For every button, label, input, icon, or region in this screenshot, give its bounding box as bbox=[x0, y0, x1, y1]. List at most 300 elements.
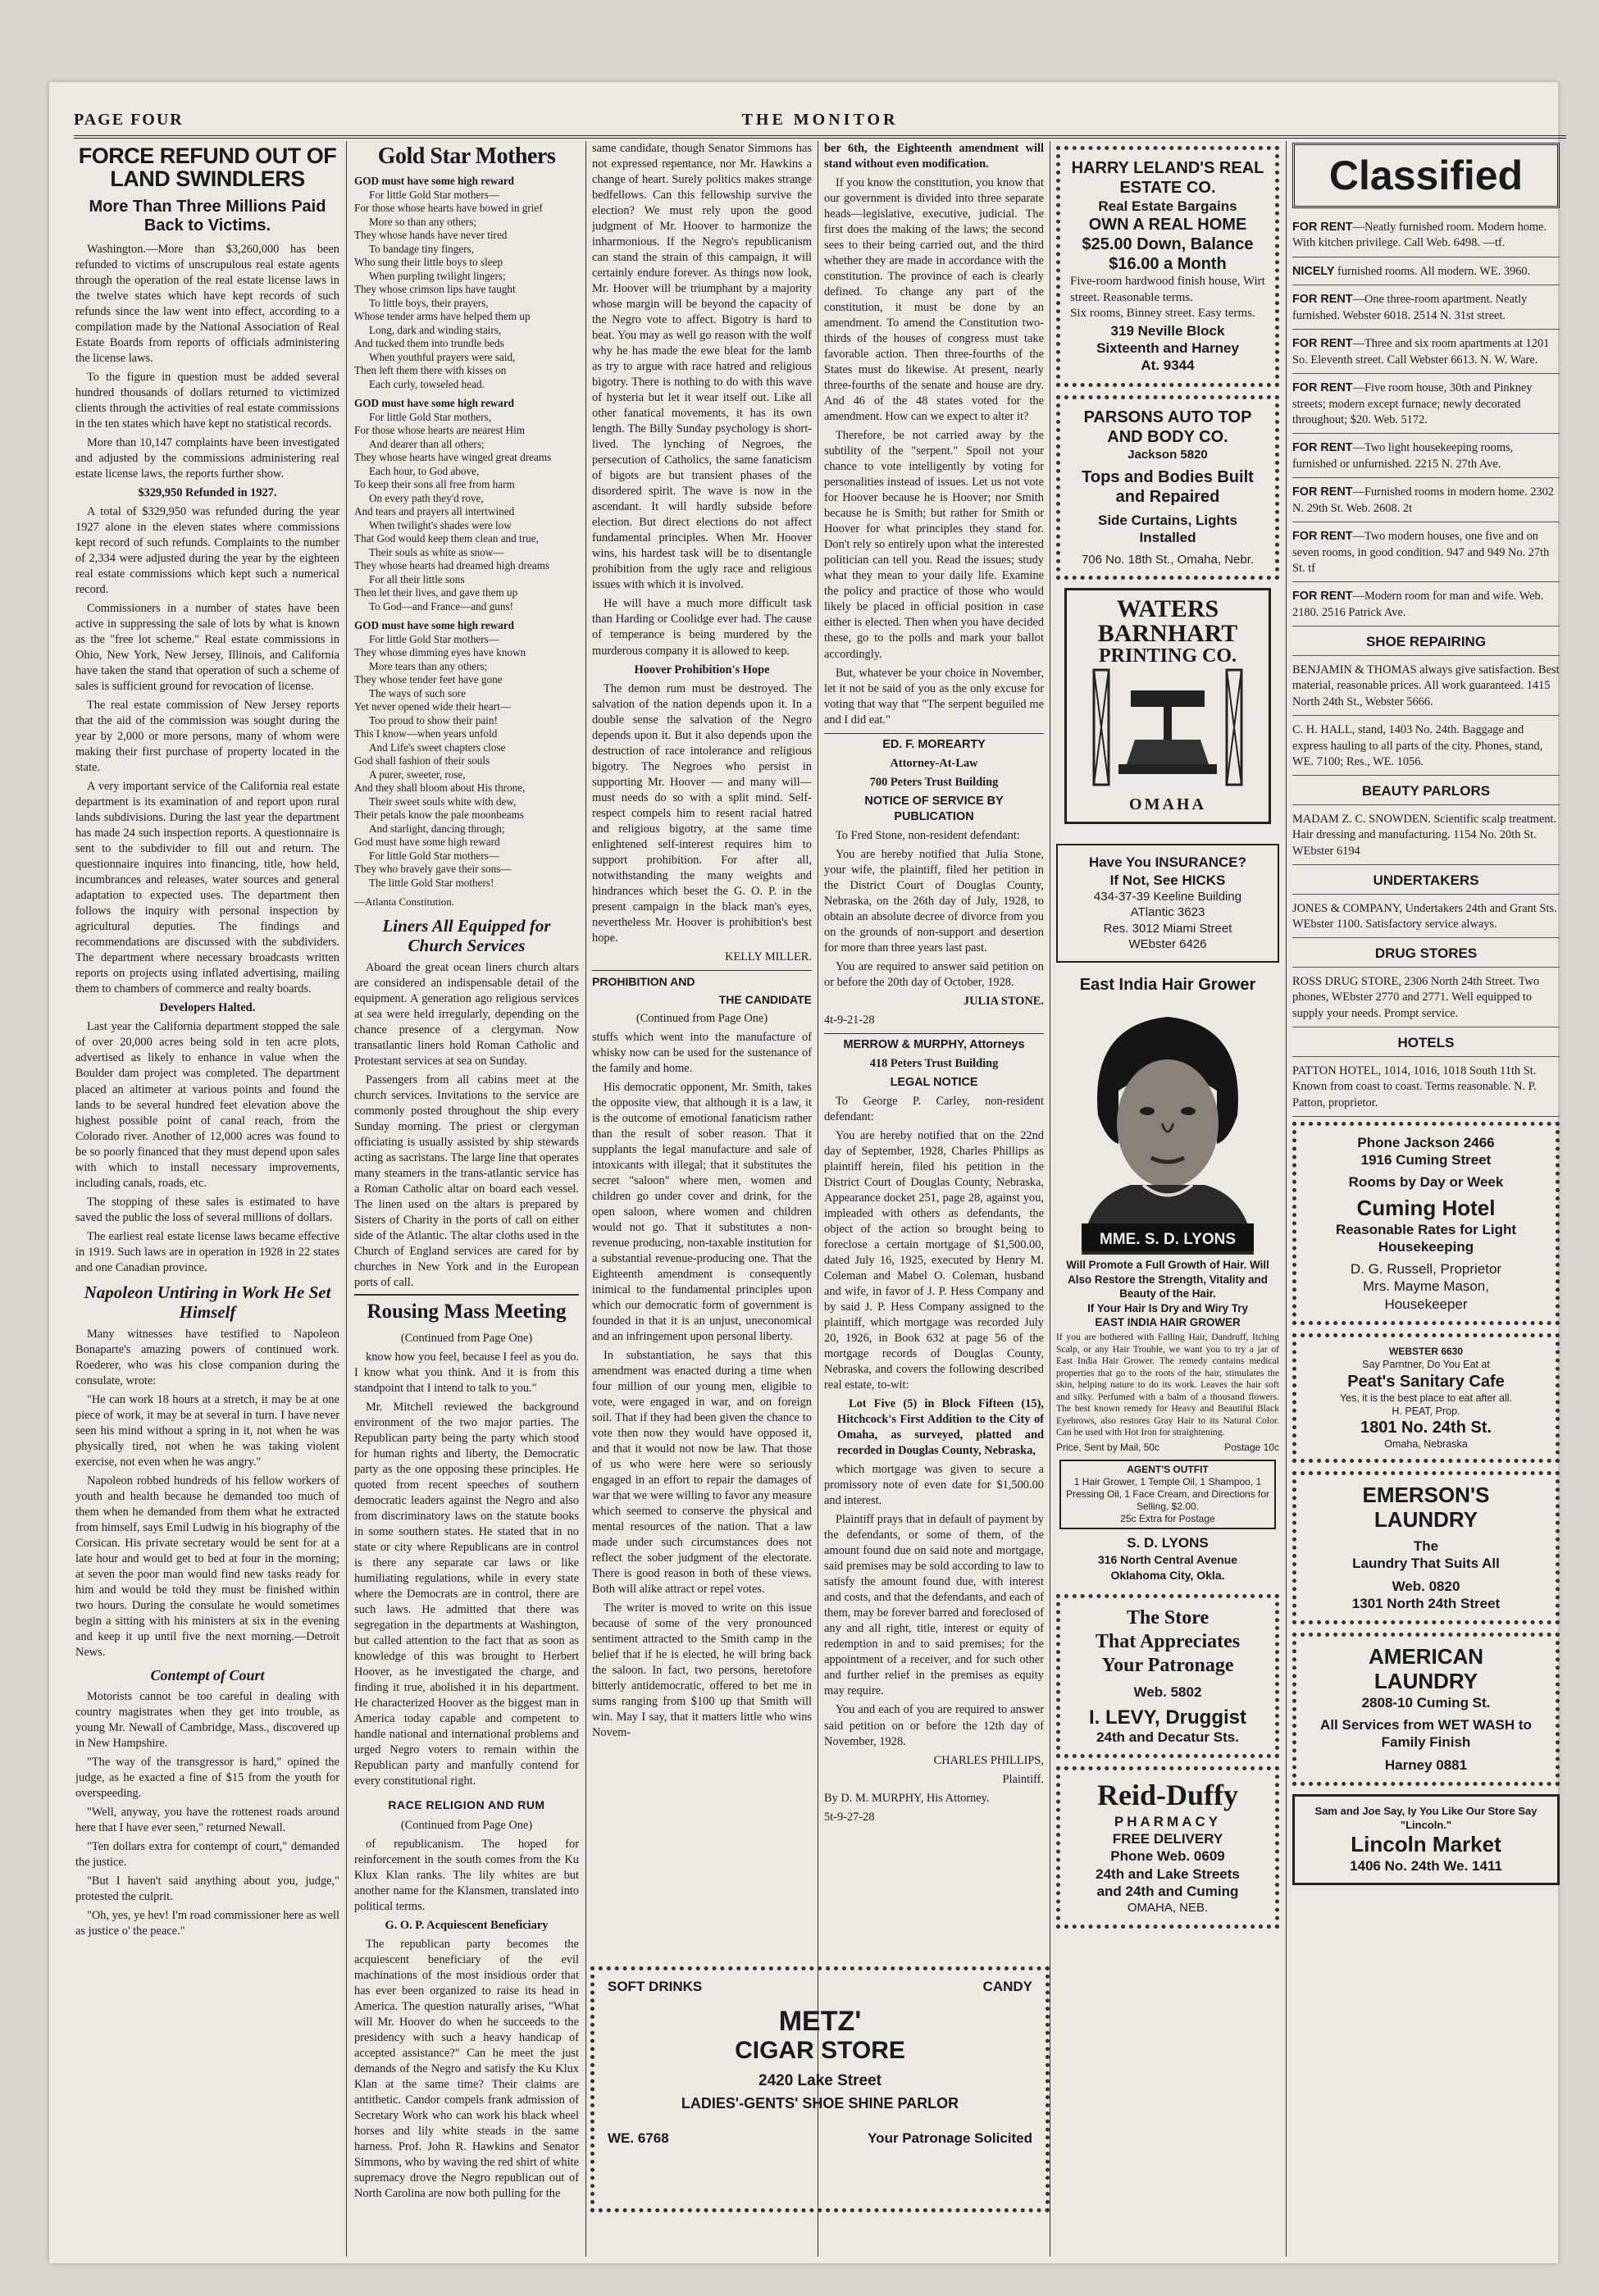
ad-text: Tops and Bodies Built and Repaired bbox=[1082, 468, 1254, 506]
hair-grower-ad bbox=[1056, 974, 1279, 1583]
poem-line: And tucked them into trundle beds bbox=[354, 337, 504, 350]
ad-address: 1916 Cuming Street bbox=[1360, 1152, 1492, 1168]
paragraph: same candidate, though Senator Simmons has not expressed repentance, nor Mr. Hawkins a change of heart. Surely politics makes strange bedfellows. Can this fellowship survive the election? We must rely upon the good judgment of Mr. Hoover to harmonize the inharmonious. If the Negro's republicanism can stand the strain of this campaign, it will certainly endure forever. As things now look, Mr. Hoover will be triumphant by a majority whose margin will be beyond the capacity of the Negro vote to affect. Bigotry is hard to beat. You may as well go reason with the wolf why he has made the ewe bleat for the lamb as try to argue with race hatred and religious bigotry. There is nothing to do with this wave of hysteria but let it wear itself out. Like all other fanatical movements, it has its own length. The Billy Sunday psychology is short-lived. The lynching of Negroes, the persecution of Catholics, the same fanaticism of bigots are but transient phases of the disordered spirit. The wave is now in the ascendant. It will hardly subside before election. But direct elections do not affect fundamental principles. When Mr. Hoover wins, his hardest task will be to disentangle prohibition from the ugly race and religious issues with which it is involved. bbox=[592, 142, 812, 592]
ad-text: That Appreciates bbox=[1095, 1630, 1241, 1652]
section-heading: G. O. P. Acquiescent Beneficiary bbox=[385, 1919, 549, 1933]
paragraph: Motorists cannot be too careful in dealing with country magistrates when they get into trouble, as young Mr. Newall of Cambridge, Mass., discovered up in New Hampshire. bbox=[75, 1689, 339, 1751]
poem-credit: —Atlanta Constitution. bbox=[354, 895, 455, 909]
poem-line: A purer, sweeter, rose, bbox=[369, 768, 466, 781]
paragraph: You are hereby notified that Julia Stone, your wife, the plaintiff, filed her petition in the District Court of Douglas County, Nebraska, on the 26th day of July, 1928, to obtain an absolute decree of divorce from you on the grounds of non-support and desertion for more than three years last past. bbox=[824, 847, 1044, 954]
ad-phone: At. 9344 bbox=[1141, 358, 1195, 374]
ad-address: 24th and Decatur Sts. bbox=[1096, 1729, 1239, 1746]
poem-line: The ways of such sore bbox=[369, 686, 466, 699]
ad-title: If Not, See HICKS bbox=[1109, 872, 1226, 888]
poem-line: God shall fashion of their souls bbox=[354, 754, 490, 768]
article-body bbox=[824, 141, 1044, 728]
paragraph: His democratic opponent, Mr. Smith, takes the opposite view, that although it is a law, it is the outcome of emotional fanaticism rather than the result of sober reason. That it supplants the legal manufacture and sale of intoxicants with illegal; that it substitutes the secret "saloon" where men, women and children go under cover and drink, for the open saloon, where women and children would not go. That it substitutes a non-revenue producing, non-taxable institution for a substantial revenue-producing one. That the Eighteenth amendment is consequently inimical to the fundamental principles upon which our democratic form of government is founded in that it is an unjust, uneconomical and an infringement upon personal liberty. bbox=[592, 1080, 812, 1344]
ad-text: FREE DELIVERY bbox=[1112, 1831, 1223, 1847]
ad-phone: ATlantic 3623 bbox=[1130, 905, 1205, 920]
paragraph: "Oh, yes, ye hev! I'm road commissioner here as well as justice o' the peace." bbox=[75, 1909, 339, 1938]
ad-address: 2808-10 Cuming St. bbox=[1361, 1694, 1491, 1711]
ad-address: 2420 Lake Street bbox=[758, 2072, 882, 2090]
paragraph: To George P. Carley, non-resident defendant: bbox=[824, 1094, 1044, 1123]
emerson-laundry-ad bbox=[1292, 1471, 1560, 1624]
paragraph: Plaintiff prays that in default of payment by the defendants, or some of them, of the amount found due on said note and mortgage, said premises may be sold according to law to satisfy the amount found due, with interest and costs, and that the defendants, and each of them, may be forever barred and foreclosed of any and all right, title, interest or equity of redemption in and to said premises; for the appointment of a receiver, and for such other and further relief in the premises as equity may require. bbox=[824, 1513, 1044, 1698]
classified-item: C. H. HALL, stand, 1403 No. 24th. Baggage and express hauling to all parts of the city. Phones, stand, WE. 7100; Res., WE. 1056. bbox=[1292, 719, 1560, 776]
article-body bbox=[354, 1837, 579, 1915]
classified-key: FOR RENT bbox=[1292, 337, 1353, 351]
ad-text: Yes, it is the best place to eat after all. bbox=[1339, 1392, 1513, 1404]
ad-text: OWN A REAL HOME bbox=[1088, 216, 1247, 235]
poem-line: They whose hands have never tired bbox=[354, 229, 508, 242]
paragraph: The real estate commission of New Jersey reports that the aid of the commission was sought during the year by 2,000 or more persons, many of whom were making their first purchase of property located in the state. bbox=[75, 699, 339, 775]
ad-address: Omaha, Nebraska bbox=[1384, 1438, 1468, 1451]
paragraph: Napoleon robbed hundreds of his fellow workers of youth and health because he demanded too much of them when he demanded from them what he extracted from himself, says Emil Ludwig in his biography of the Corsican. His private secretary would be sent for at a late hour and would get to bed at four in the morning; at seven the poor man would find new tasks ready for him and would be told they must be finished within two hours. During the consulate he would sometimes begin a sitting with his ministers at six in the evening and keep it up until five the next morning.—Detroit News. bbox=[75, 1474, 339, 1660]
ad-phone: Web. 0820 bbox=[1392, 1578, 1460, 1594]
paragraph: You and each of you are required to answer said petition on or before the 12th day of November, 1928. bbox=[824, 1703, 1044, 1748]
notice-signature: By D. M. MURPHY, His Attorney. bbox=[824, 1791, 990, 1805]
classified-item bbox=[1292, 526, 1560, 582]
headline-candidate: THE CANDIDATE bbox=[718, 993, 812, 1007]
paragraph: which mortgage was given to secure a promissory note of even date for $1,500.00 and interest. bbox=[824, 1463, 1044, 1508]
ad-title: LAUNDRY bbox=[1374, 1507, 1478, 1533]
ad-address: and 24th and Cuming bbox=[1096, 1883, 1239, 1899]
column-2 bbox=[354, 141, 579, 2257]
column-4 bbox=[824, 141, 1044, 1953]
classified-item bbox=[1292, 333, 1560, 374]
ad-address: 1301 North 24th Street bbox=[1351, 1595, 1501, 1611]
section-heading-drug: DRUG STORES bbox=[1292, 945, 1560, 967]
headline-land-swindlers: FORCE REFUND OUT OF LAND SWINDLERS bbox=[78, 144, 337, 192]
poem-stanza-3 bbox=[354, 619, 579, 890]
poem-line: And dearer than all others; bbox=[369, 437, 485, 450]
poem-line: Their souls as white as snow— bbox=[369, 545, 504, 558]
prohibition-header bbox=[592, 970, 812, 1027]
notice-date: 5t-9-27-28 bbox=[824, 1810, 875, 1824]
ad-text: CANDY bbox=[982, 1979, 1032, 1994]
parsons-auto-ad bbox=[1056, 395, 1279, 581]
poem-line: Who sung their little boys to sleep bbox=[354, 256, 503, 269]
article-body bbox=[592, 141, 812, 659]
section-heading-beauty: BEAUTY PARLORS bbox=[1292, 782, 1560, 804]
article-body bbox=[354, 1350, 579, 1789]
legal-notice-stone bbox=[824, 733, 1044, 1028]
ad-phone: Web. 5802 bbox=[1133, 1684, 1202, 1701]
ad-text: Six rooms, Binney street. Easy terms. bbox=[1070, 307, 1255, 321]
ad-address: 1801 No. 24th St. bbox=[1360, 1419, 1492, 1437]
column-5-ads bbox=[1056, 141, 1279, 2257]
ad-title: Have You INSURANCE? bbox=[1088, 854, 1247, 871]
classified-text: furnished rooms. All modern. WE. 3960. bbox=[1334, 264, 1531, 278]
poem-stanza-2 bbox=[354, 397, 579, 613]
poem-line: When twilight's shades were low bbox=[369, 518, 512, 531]
ad-title: METZ' bbox=[778, 2006, 862, 2037]
ad-phone: WEbster 6426 bbox=[1128, 937, 1207, 952]
ad-text: LADIES'-GENTS' SHOE SHINE PARLOR bbox=[681, 2095, 959, 2112]
section-heading-undertakers: UNDERTAKERS bbox=[1292, 872, 1560, 894]
headline-liners: Liners All Equipped for Church Services bbox=[382, 915, 551, 955]
continued-note: (Continued from Page One) bbox=[636, 1011, 768, 1025]
classified-item: PATTON HOTEL, 1014, 1016, 1018 South 11th St. Known from coast to coast. Terms reasonable. N. P. Patton, proprietor. bbox=[1292, 1060, 1560, 1117]
ad-title: PARSONS AUTO TOP AND BODY CO. bbox=[1083, 408, 1252, 446]
poem-line: Then let their lives, and gave them up bbox=[354, 586, 518, 599]
poem-line: Then left them there with kisses on bbox=[354, 364, 507, 377]
ad-text: The Store bbox=[1126, 1606, 1210, 1629]
classified-text: —Five room house, 30th and Pinkney streets; modern except furnace; newly decorated throughout; $20. Web. 5172. bbox=[1292, 381, 1533, 426]
ad-title: East India Hair Grower bbox=[1079, 975, 1256, 994]
headline-rousing: Rousing Mass Meeting bbox=[354, 1294, 579, 1324]
article-body bbox=[354, 960, 579, 1291]
poem-line: Each curly, towseled head. bbox=[369, 377, 485, 390]
ad-text: The bbox=[1413, 1538, 1439, 1555]
poem-line: They whose hearts had dreamed high dreams bbox=[354, 559, 550, 572]
poem-line: When youthful prayers were said, bbox=[369, 350, 516, 363]
ad-title: S. D. LYONS bbox=[1127, 1534, 1209, 1551]
american-laundry-ad bbox=[1292, 1633, 1560, 1786]
leland-real-estate-ad bbox=[1056, 146, 1279, 387]
notice-heading: NOTICE OF SERVICE BY PUBLICATION bbox=[864, 794, 1004, 823]
attorney-address: 418 Peters Trust Building bbox=[869, 1056, 999, 1070]
paragraph: The writer is moved to write on this issue because of some of the very pronounced sentiment attracted to the Smith camp in the belief that if he is elected, he will bring back the saloon. In fact, two persons, heretofore bitterly antidemocratic, offered to bet me in sums ranging from $100 up that Smith will win. May I say, that it matters little who wins Novem- bbox=[592, 1601, 812, 1740]
ad-text: $16.00 a Month bbox=[1109, 255, 1227, 274]
ad-text: Real Estate Bargains bbox=[1098, 198, 1237, 214]
poem-line: They whose crimson lips have taught bbox=[354, 283, 516, 296]
poem-line: For little Gold Star mothers— bbox=[369, 632, 499, 645]
ad-title: I. LEVY, Druggist bbox=[1088, 1706, 1247, 1729]
signature: KELLY MILLER. bbox=[725, 950, 812, 963]
reid-duffy-pharmacy-ad bbox=[1056, 1766, 1279, 1928]
classified-key: FOR RENT bbox=[1292, 381, 1353, 395]
ad-text: All Services from WET WASH to Family Finish bbox=[1320, 1717, 1532, 1751]
poem-line: More so than any others; bbox=[369, 215, 477, 228]
ad-title: Lincoln Market bbox=[1351, 1831, 1501, 1856]
ad-text: Say Parntner, Do You Eat at bbox=[1362, 1359, 1490, 1371]
poem-line: To little boys, their prayers, bbox=[369, 296, 489, 309]
poem-line: And tears and prayers all intertwined bbox=[354, 505, 515, 518]
ad-price: Postage 10c bbox=[1224, 1441, 1279, 1453]
newspaper-title: THE MONITOR bbox=[741, 111, 899, 129]
ad-text: D. G. Russell, Proprietor bbox=[1350, 1261, 1502, 1278]
ad-text: 1 Hair Grower, 1 Temple Oil, 1 Shampoo, 1 Pressing Oil, 1 Face Cream, and Directions for Selling, $2.00. bbox=[1065, 1475, 1270, 1512]
ad-phone: WEBSTER 6630 bbox=[1388, 1345, 1464, 1357]
classified-item: BENJAMIN & THOMAS always give satisfaction. Best material, reasonable prices. All work guaranteed. 1415 North 24th St., Webster 5666. bbox=[1292, 659, 1560, 716]
agent-outfit-box bbox=[1059, 1460, 1276, 1529]
poem-line: Their sweet souls white with dew, bbox=[369, 795, 517, 808]
column-6-classified bbox=[1292, 141, 1560, 2257]
paragraph: Lot Five (5) in Block Fifteen (15), Hitchcock's First Addition to the City of Omaha, as surveyed, platted and recorded in Douglas County, Nebraska, bbox=[837, 1397, 1044, 1458]
attorney-title: Attorney-At-Law bbox=[890, 756, 978, 770]
paragraph: stuffs which went into the manufacture of whisky now can be used for the sustenance of the family and home. bbox=[592, 1030, 812, 1075]
ad-text: $25.00 Down, Balance bbox=[1082, 235, 1254, 254]
lincoln-market-ad bbox=[1292, 1794, 1560, 1885]
column-rule bbox=[1286, 141, 1287, 2257]
paragraph: You are hereby notified that on the 22nd day of September, 1928, Charles Phillips as plaintiff herein, filed his petition in the District Court of Douglas County, Nebraska, Appearance docket 251, page 28, against you, impleaded with others as defendants, the object of the action so brought being to foreclose a certain mortgage of $1,500.00, dated July 16, 1925, executed by Henry M. Coleman and Mabel O. Coleman, husband and wife, in favor of J. P. Hess Company and by said J. P. Hess Company assigned to the plaintiff, which mortgage was recorded July 20, 1926, in Book 632 at page 56 of the mortgage records of Douglas County, Nebraska, and covers the following described real estate, to-wit: bbox=[824, 1128, 1044, 1392]
subhead-refunds: More Than Three Millions Paid Back to Victims. bbox=[89, 197, 326, 235]
poem-line: Their petals know the pale moonbeams bbox=[354, 809, 524, 822]
notice-signature: CHARLES PHILLIPS, bbox=[933, 1753, 1044, 1767]
classified-key: FOR RENT bbox=[1292, 293, 1353, 307]
ad-text: EAST INDIA HAIR GROWER bbox=[1095, 1315, 1241, 1328]
classified-item bbox=[1292, 481, 1560, 522]
classified-item: JONES & COMPANY, Undertakers 24th and Grant Sts. WEbster 1100. Satisfactory service always. bbox=[1292, 898, 1560, 939]
paragraph: of republicanism. The hoped for reinforcement in the south comes from the Ku Klux Klan ranks. The lily whites are but another name for the Klansmen, translated into political terms. bbox=[354, 1837, 579, 1913]
logo-text: OMAHA bbox=[1129, 795, 1206, 814]
poem-line: More tears than any others; bbox=[369, 659, 488, 672]
poem-line: Long, dark and winding stairs, bbox=[369, 323, 502, 336]
ad-text: If Your Hair Is Dry and Wiry Try bbox=[1087, 1301, 1248, 1314]
paragraph: Commissioners in a number of states have been active in suppressing the sale of lots by what is known as the "free lot scheme." Real estate commissions in Ohio, New York, New Jersey, Illinois, and California have taken the stand that operation of such a scheme of sales is sufficient ground for revocation of license. bbox=[75, 602, 339, 694]
ad-title: AMERICAN bbox=[1368, 1644, 1484, 1670]
classified-item bbox=[1292, 289, 1560, 330]
classified-text: —Neatly furnished room. Modern home. With kitchen privilege. Call Web. 6498. —tf. bbox=[1292, 221, 1547, 250]
classified-item: MADAM Z. C. SNOWDEN. Scientific scalp treatment. Hair dressing and manufacturing. 1154 No. 20th St. WEbster 6194 bbox=[1292, 809, 1560, 865]
ad-text: Housekeeper bbox=[1384, 1296, 1468, 1312]
article-body bbox=[592, 1030, 812, 1742]
paragraph: "He can work 18 hours at a stretch, it may be at one piece of work, it may be at several in turn. I have never seen his mind without a spring in it, not when he was physically tired, not when he was taking violent exercise, not even when he was angry." bbox=[75, 1393, 339, 1469]
ad-address: Oklahoma City, Okla. bbox=[1110, 1568, 1225, 1582]
logo-text: PRINTING CO. bbox=[1098, 645, 1237, 667]
classified-key: FOR RENT bbox=[1292, 221, 1353, 234]
peat-cafe-ad bbox=[1292, 1333, 1560, 1464]
page-number: PAGE FOUR bbox=[74, 111, 184, 129]
article-body bbox=[592, 681, 812, 946]
paragraph: Mr. Mitchell reviewed the background environment of the two major parties. The Republican party being the party which stood for human rights and liberty, the Democratic party as the one opposing these principles. He quoted from recent speeches of southern democratic leaders against the Negro and also from discriminatory laws on the statute books in some southern states. He stated that in no state or city where Republicans are in control is there any separate car laws or like humiliating regulations, while in every state where the Democrats are in control, there are such laws. He admitted that there was segregation in the departments at Washington, but called attention to the fact that as soon as knowledge of this was brought to Herbert Hoover, as he investigated the charge, and finding it true, abolished it in his department. He characterized Hoover as the biggest man in America today capable and competent to handle national and international problems and urged Negro voters to remain within the Republican party and manfully contend for every constitutional right. bbox=[354, 1401, 579, 1788]
notice-heading: LEGAL NOTICE bbox=[890, 1075, 978, 1089]
poem-line: To bandage tiny fingers, bbox=[369, 242, 474, 255]
ad-address: Res. 3012 Miami Street bbox=[1103, 921, 1232, 936]
paragraph: Passengers from all cabins meet at the church services. Invitations to the service are commonly posted throughout the ship every Sunday morning. The priest or clergyman officiating is usually assisted by ship stewards acting as sacristans. The large line that operates many steamers in the trans-atlantic service has a Roman Catholic altar on board each vessel. The linen used on the altars is prepared by Sisters of Charity in the ports of call on either side of the Atlantic. The altar cloths used in the Church of England services are cared for by churches in New York and in the European ports of call. bbox=[354, 1073, 579, 1290]
classified-text: —One three-room apartment. Neatly furnished. Webster 6018. 2514 N. 31st street. bbox=[1292, 293, 1528, 322]
paragraph: But, whatever be your choice in November, let it not be said of you as the only excuse for voting that way that "The serpent beguiled me and I did eat." bbox=[824, 666, 1044, 727]
ad-address: 434-37-39 Keeline Building bbox=[1093, 889, 1242, 904]
headline-race-religion: RACE RELIGION AND RUM bbox=[388, 1798, 545, 1812]
portrait-photo bbox=[1065, 1000, 1270, 1255]
poem-line: To keep their sons all free from harm bbox=[354, 478, 515, 491]
classified-text: —Two modern houses, one five and on seven rooms, in good condition. 947 and 949 No. 27th St. tf bbox=[1292, 530, 1550, 575]
ad-text: SOFT DRINKS bbox=[608, 1979, 703, 1994]
paragraph: To the figure in question must be added several hundred thousands of dollars returned to victimized clients through the activities of real estate commissions in the ten states which have kept no statistical records. bbox=[75, 370, 339, 430]
column-rule bbox=[346, 141, 347, 2257]
ad-title: CIGAR STORE bbox=[735, 2037, 905, 2065]
ad-address: 1406 No. 24th We. 1411 bbox=[1350, 1857, 1502, 1874]
poem-line: For those whose hearts have bowed in grief bbox=[354, 202, 543, 215]
paragraph: "But I haven't said anything about you, judge," protested the culprit. bbox=[75, 1875, 339, 1904]
ad-address: Sixteenth and Harney bbox=[1096, 340, 1239, 356]
ad-phone: WE. 6768 bbox=[608, 2130, 669, 2147]
ad-title: HARRY LELAND'S REAL ESTATE CO. bbox=[1071, 159, 1264, 197]
poem-line: For little Gold Star mothers— bbox=[369, 188, 499, 201]
ad-address: 24th and Lake Streets bbox=[1096, 1866, 1240, 1882]
masthead bbox=[74, 111, 1566, 139]
headline-napoleon: Napoleon Untiring in Work He Set Himself bbox=[84, 1282, 331, 1322]
poem-line: And Life's sweet chapters close bbox=[369, 740, 506, 754]
ad-phone: Phone Web. 0609 bbox=[1110, 1848, 1225, 1865]
poem-line: God must have some high reward bbox=[354, 836, 500, 849]
paragraph: In substantiation, he says that this amendment was enacted during a time when four million of our young men, eligible to vote, were engaged in war, and on foreign soil. That if they had been given the chance to vote then now they would have opposed it, and that it would not now be law. That those of us who were here were so seriously engaged in an effort to repair the damages of war that we were willing to favor any measure which seemed to conserve the physical and mental resources of the nation. That a law made under such circumstances does not reflect the sober judgment of the electorate. There is good reason in both of these views. Both will alike attract or repel votes. bbox=[592, 1349, 812, 1597]
poem-line: GOD must have some high reward bbox=[354, 175, 515, 188]
poem-line: For little Gold Star mothers— bbox=[369, 849, 499, 862]
classified-item: ROSS DRUG STORE, 2306 North 24th Street. Two phones, WEbster 2770 and 2771. Well equipped to supply your needs. Prompt service. bbox=[1292, 971, 1560, 1027]
paragraph: He will have a much more difficult task than Harding or Coolidge ever had. The cause of temperance is being murdered by the murderous company it is allowed to keep. bbox=[592, 597, 812, 658]
poem bbox=[354, 175, 579, 909]
logo-text: WATERS bbox=[1116, 595, 1219, 622]
poem-line: Too proud to show their pain! bbox=[369, 713, 498, 727]
notice-signature: JULIA STONE. bbox=[963, 994, 1044, 1008]
ad-address: 319 Neville Block bbox=[1110, 322, 1225, 339]
poem-line: For little Gold Star mothers, bbox=[369, 410, 492, 423]
logo-text: BARNHART bbox=[1097, 620, 1238, 647]
legal-notice-carley bbox=[824, 1033, 1044, 1825]
ad-text: Side Curtains, Lights Installed bbox=[1097, 512, 1238, 546]
poem-line: And they shall bloom about His throne, bbox=[354, 781, 526, 795]
ad-text: Will Promote a Full Growth of Hair. Will Also Restore the Strength, Vitality and Beauty of the Hair. bbox=[1066, 1259, 1269, 1301]
classified-text: —Furnished rooms in modern home. 2302 N. 29th St. Web. 2608. 2t bbox=[1292, 485, 1554, 515]
poem-line: And starlight, dancing through; bbox=[369, 822, 505, 835]
attorney-address: 700 Peters Trust Building bbox=[869, 775, 999, 789]
ad-text: PHARMACY bbox=[1114, 1813, 1222, 1829]
paragraph: "The way of the transgressor is hard," opined the judge, as he exacted a fine of $15 from the youth for overspeeding. bbox=[75, 1756, 339, 1801]
notice-date: 4t-9-21-28 bbox=[824, 1013, 875, 1027]
ad-text: H. PEAT, Prop. bbox=[1392, 1405, 1460, 1417]
classified-key: FOR RENT bbox=[1292, 590, 1353, 604]
poem-line: This I know—when years unfold bbox=[354, 727, 498, 740]
column-rule bbox=[585, 141, 586, 2257]
ad-text: Your Patronage bbox=[1101, 1654, 1234, 1676]
poem-stanza-1 bbox=[354, 175, 579, 391]
classified-key: FOR RENT bbox=[1292, 530, 1353, 544]
poem-line: For those whose hearts are nearest Him bbox=[354, 424, 526, 437]
column-3 bbox=[592, 141, 812, 1953]
poem-line: They who bravely gave their sons— bbox=[354, 863, 512, 876]
paragraph: "Ten dollars extra for contempt of court," demanded the justice. bbox=[75, 1840, 339, 1870]
paragraph: A very important service of the California real estate department is its examination of and report upon rural lands subdivisions. During the last year the department has made 24 such inspection reports. A questionnaire is sent to the subdivider to fill out and return. The questionnaire inquires into financing, title, how held, incumbrances and releases, water sources and general adaptation to expected uses. The department then follows the inquiry with personal inspection by agricultural deputies. The findings and recommendations are discussed with the subdividers. The department where necessary broadcasts written reports on projects using inflated advertising, mailing them to chambers of commerce and realty boards. bbox=[75, 780, 339, 996]
poem-line: They whose hearts have winged great dreams bbox=[354, 451, 552, 464]
section-heading: $329,950 Refunded in 1927. bbox=[138, 485, 277, 499]
paragraph: The stopping of these sales is estimated to have saved the public the loss of several millions of dollars. bbox=[75, 1195, 339, 1224]
section-heading: Hoover Prohibition's Hope bbox=[634, 663, 770, 676]
section-heading-shoe: SHOE REPAIRING bbox=[1292, 633, 1560, 655]
barnhart-printing-logo bbox=[1064, 588, 1271, 824]
ad-address: 316 North Central Avenue bbox=[1097, 1553, 1238, 1567]
paragraph: Therefore, be not carried away by the subtility of the "serpent." Spoil not your chance to vote intelligently by voting for personalities instead of issues. Let us not vote for Hoover because he is Hoover; nor Smith because he is Smith; but rather for Smith or Hoover for what principles they stand for. Don't rely so entirely upon what the interested politician can tell you. Read the issues; study what they mean to your daily life. Examine the policy and practice of those who would likely be placed in official position in case either is elected. Then when you have decided these, go to the polls and mark your ballot accordingly. bbox=[824, 429, 1044, 661]
cuming-hotel-ad bbox=[1292, 1122, 1560, 1325]
poem-line: On every path they'd rove, bbox=[369, 491, 484, 504]
ad-title: EMERSON'S bbox=[1362, 1483, 1490, 1508]
poem-line: They whose dimming eyes have known bbox=[354, 646, 526, 659]
poem-line: They whose tender feet have gone bbox=[354, 673, 503, 686]
poem-line: When purpling twilight lingers; bbox=[369, 269, 506, 282]
classified-item bbox=[1292, 437, 1560, 478]
column-1 bbox=[75, 141, 339, 2257]
classified-key: FOR RENT bbox=[1292, 485, 1353, 499]
poem-line: GOD must have some high reward bbox=[354, 397, 515, 410]
ad-address: OMAHA, NEB. bbox=[1127, 1901, 1209, 1916]
classified-key: FOR RENT bbox=[1292, 441, 1353, 455]
ad-text: Rooms by Day or Week bbox=[1348, 1174, 1504, 1191]
section-heading: Developers Halted. bbox=[159, 1001, 256, 1015]
classified-text: —Modern room for man and wife. Web. 2180. 2516 Patrick Ave. bbox=[1292, 590, 1544, 619]
ad-text: If you are bothered with Falling Hair, Dandruff, Itching Scalp, or any Hair Trouble, we want you to try a jar of East India Hair Grower. The remedy contains medical properties that go to the roots of the hair, stimulates the skin, helping nature to do its work. Leaves the hair soft and silky. Perfumed with a balm of a thousand flowers. The best known remedy for Heavy and Beautiful Black Eyebrows, also restores Gray Hair to its Natural Color. Can be used with Hot Iron for straightening. bbox=[1056, 1332, 1279, 1438]
ad-text: Sam and Joe Say, Iy You Like Our Store Say "Lincoln." bbox=[1314, 1804, 1538, 1831]
paragraph: If you know the constitution, you know that our government is divided into three separate heads—legislative, executive, judicial. The first does the making of the laws; the second sees to their being carried out, and the third whether they are made in accordance with the constitution. The province of each is clearly defined. To change any part of the constitution, it must be done by an amendment. To amend the Constitution two-thirds of the houses of congress must take favorable action. Then three-fourths of the States must do likewise. At present, nearly three-fourths of the senate and house are dry. And 46 of the 48 states voted for the amendment. How can we expect to alter it? bbox=[824, 176, 1044, 424]
section-heading-hotels: HOTELS bbox=[1292, 1034, 1560, 1056]
hicks-insurance-ad bbox=[1056, 844, 1279, 963]
classified-item bbox=[1292, 377, 1560, 434]
ad-address: 706 No. 18th St., Omaha, Nebr. bbox=[1081, 552, 1255, 567]
classified-item bbox=[1292, 216, 1560, 257]
paragraph: "Well, anyway, you have the rottenest roads around here that I have ever seen," returned Newall. bbox=[75, 1806, 339, 1835]
paragraph: The republican party becomes the acquiescent beneficiary of the evil machinations of the most insidious order that has ever been organized to raise its head in America. The question naturally arises, "What will Mr. Hoover do when he succeeds to the presidency with such a heavy handicap of accepted assistance?" Can he meet the just demands of the Negro and satisfy the Ku Klux Klan at the same time? Their claims are antithetic. Candor compels frank admission of Secretary Work who can work his black wheel horses and lily white steads in the same harness. Prof. John R. Hawkins and Senator Simmons, who by waving the red shirt of white supremacy drove the Negro republican out of North Carolina are now both pulling for the bbox=[354, 1938, 579, 2201]
levy-druggist-ad bbox=[1056, 1594, 1279, 1758]
ad-phone: Harney 0881 bbox=[1384, 1756, 1468, 1773]
notice-signature: Plaintiff. bbox=[1002, 1772, 1044, 1786]
ad-text: Laundry That Suits All bbox=[1352, 1556, 1500, 1572]
ad-text: Your Patronage Solicited bbox=[868, 2130, 1032, 2147]
ad-text: Five-room hardwood finish house, Wirt street. Reasonable terms. bbox=[1070, 275, 1265, 304]
poem-title: Gold Star Mothers bbox=[377, 144, 556, 169]
poem-line: GOD must have some high reward bbox=[354, 619, 515, 632]
paragraph: know how you feel, because I feel as you do. I know what you think. And it is from this standpoint that I intend to talk to you." bbox=[354, 1351, 579, 1396]
attorney-name: MERROW & MURPHY, Attorneys bbox=[843, 1037, 1025, 1051]
poem-line: For all their little sons bbox=[369, 572, 465, 585]
paragraph: Aboard the great ocean liners church altars are considered an indispensable detail of the equipment. A generation ago religious services at sea were held irregularly, depending on the chance presence of a clergyman. Now transatlantic liners hold Roman Catholic and Protestant services at sea on Sunday. bbox=[354, 960, 579, 1068]
article-body bbox=[75, 242, 339, 1276]
classified-item bbox=[1292, 261, 1560, 285]
portrait-caption: MME. S. D. LYONS bbox=[1099, 1231, 1237, 1249]
paragraph: To Fred Stone, non-resident defendant: bbox=[836, 828, 1020, 842]
poem-line: Each hour, to God above, bbox=[369, 464, 480, 477]
classified-text: —Three and six room apartments at 1201 So. Eleventh street. Call Webster 6613. N. W. Ware. bbox=[1292, 337, 1550, 367]
poem-line: Yet never opened wide their heart— bbox=[354, 700, 511, 713]
ad-title: Cuming Hotel bbox=[1356, 1195, 1496, 1220]
headline-prohibition: PROHIBITION AND bbox=[592, 974, 695, 988]
classified-key: NICELY bbox=[1292, 264, 1335, 278]
headline-contempt: Contempt of Court bbox=[150, 1667, 265, 1684]
ad-text: 25c Extra for Postage bbox=[1120, 1512, 1215, 1524]
article-body bbox=[354, 1937, 579, 2202]
classified-text: —Two light housekeeping rooms, furnished or unfurnished. 2215 N. 27th Ave. bbox=[1292, 441, 1514, 471]
paragraph: The demon rum must be destroyed. The salvation of the nation depends upon it. In a double sense the salvation of the Negro depends upon it. But it also depends upon the destruction of race intolerance and religious bigotry. The Negroes who persist in supporting Mr. Hoover — and many will—must needs do so with a split mind. Self-respect compels him to resent racial hatred and religious bigotry, at the same time enlightened self-interest requires him to support prohibition. For after all, notwithstanding the many weights and hindrances which beset the G. O. P. in the present campaign in the black man's eyes, nevertheless Mr. Hoover is prohibition's best hope. bbox=[592, 681, 812, 945]
paragraph: ber 6th, the Eighteenth amendment will stand without even modification. bbox=[824, 142, 1044, 171]
ad-text: Mrs. Mayme Mason, bbox=[1363, 1278, 1489, 1295]
ad-title: LAUNDRY bbox=[1374, 1669, 1478, 1694]
classified-listings bbox=[1292, 216, 1560, 626]
ad-price: Price, Sent by Mail, 50c bbox=[1056, 1441, 1160, 1453]
paragraph: Many witnesses have testified to Napoleon Bonaparte's amazing powers of continued work. Roederer, who was his close companion during the consulate, wrote: bbox=[75, 1327, 339, 1388]
poem-line: To God—and France—and guns! bbox=[369, 599, 513, 613]
ad-phone: Jackson 5820 bbox=[1128, 447, 1208, 462]
classified-item bbox=[1292, 585, 1560, 626]
article-body bbox=[75, 1327, 339, 1660]
printing-press-icon bbox=[1086, 666, 1250, 789]
article-body bbox=[75, 1689, 339, 1939]
paragraph: You are required to answer said petition on or before the 20th day of October, 1928. bbox=[824, 959, 1044, 989]
continued-note: (Continued from Page One) bbox=[400, 1332, 533, 1345]
paragraph: Last year the California department stopped the sale of over 20,000 acres being sold in ten acre plots, advertised as likely to enhance in value when the Boulder dam project was completed. The department placed an altimeter at various points and found the lands to be several hundred feet elevation above the highest possible point of canal reach, from the Colorado river. Another of 12,000 acres was found to be so poorly financed that they must depend upon sales with which to install necessary improvements, including canals, roads, etc. bbox=[75, 1020, 339, 1190]
ad-title: Reid-Duffy bbox=[1097, 1779, 1238, 1812]
poem-line: The little Gold Star mothers! bbox=[369, 876, 494, 889]
classified-title: Classified bbox=[1292, 143, 1560, 208]
poem-line: Whose tender arms have helped them up bbox=[354, 310, 531, 323]
ad-text: Reasonable Rates for Light Housekeeping bbox=[1335, 1221, 1517, 1255]
paragraph: The earliest real estate license laws became effective in 1919. Such laws are in operation in 1928 in 22 states and one Canadian province. bbox=[75, 1229, 339, 1274]
paragraph: A total of $329,950 was refunded during the year 1927 alone in the eleven states where commissions kept record of such refunds. Complaints to the number of 2,334 were adjusted during the year by the eighteen real estate commissions which kept such a numerical record. bbox=[75, 504, 339, 597]
ad-text: AGENT'S OUTFIT bbox=[1127, 1463, 1209, 1475]
metz-cigar-store-ad bbox=[590, 1966, 1050, 2212]
poem-line: That God would keep them clean and true, bbox=[354, 532, 539, 545]
attorney-name: ED. F. MOREARTY bbox=[882, 737, 986, 751]
ad-phone: Phone Jackson 2466 bbox=[1357, 1134, 1495, 1150]
